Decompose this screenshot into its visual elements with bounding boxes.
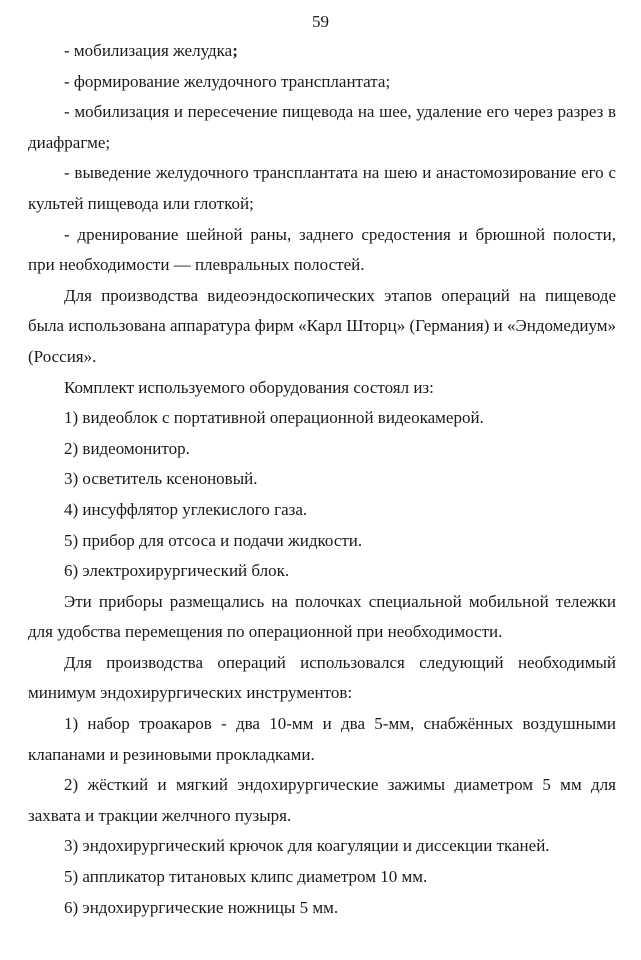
list-item: 3) эндохирургический крючок для коагуляции и диссекции тканей. — [64, 836, 550, 856]
page-number: 59 — [312, 12, 329, 31]
list-item: 1) набор троакаров - два 10-мм и два 5-мм, снабжённых воздушными клапанами и резиновыми прокладками. — [28, 714, 616, 764]
paragraph: Эти приборы размещались на полочках специальной мобильной тележки для удобства перемещения по операционной при необходимости. — [28, 591, 616, 642]
paragraph: - выведение желудочного трансплантата на шею и анастомозирование его с культей пищевода или глоткой; — [28, 163, 616, 213]
paragraph: Для производства операций использовался следующий необходимый минимум эндохирургических инструментов: — [28, 652, 616, 703]
list-item: 4) инсуффлятор углекислого газа. — [64, 499, 308, 519]
paragraph: Комплект используемого оборудования состоял из: — [64, 377, 434, 397]
list-item: 1) видеоблок с портативной операционной видеокамерой. — [64, 408, 484, 428]
list-item: 2) жёсткий и мягкий эндохирургические зажимы диаметром 5 мм для захвата и тракции желчного пузыря. — [28, 775, 616, 825]
body-text — [28, 36, 616, 923]
list-item: 6) электрохирургический блок. — [64, 561, 290, 581]
list-item: 6) эндохирургические ножницы 5 мм. — [64, 897, 339, 917]
paragraph: - мобилизация желудка; — [64, 41, 238, 60]
list-item: 5) аппликатор титановых клипс диаметром 10 мм. — [64, 867, 428, 887]
paragraph: - мобилизация и пересечение пищевода на шее, удаление его через разрез в диафрагме; — [28, 102, 616, 152]
paragraph: - формирование желудочного трансплантата; — [64, 71, 391, 91]
paragraph: - дренирование шейной раны, заднего средостения и брюшной полости, при необходимости — плевральных полостей. — [28, 224, 616, 275]
list-item: 3) осветитель ксеноновый. — [64, 469, 258, 489]
paragraph: Для производства видеоэндоскопических этапов операций на пищеводе была использована аппаратура фирм «Карл Шторц» (Германия) и «Эндомедиум» (Россия». — [28, 285, 616, 366]
list-item: 5) прибор для отсоса и подачи жидкости. — [64, 530, 363, 550]
list-item: 2) видеомонитор. — [64, 438, 190, 458]
